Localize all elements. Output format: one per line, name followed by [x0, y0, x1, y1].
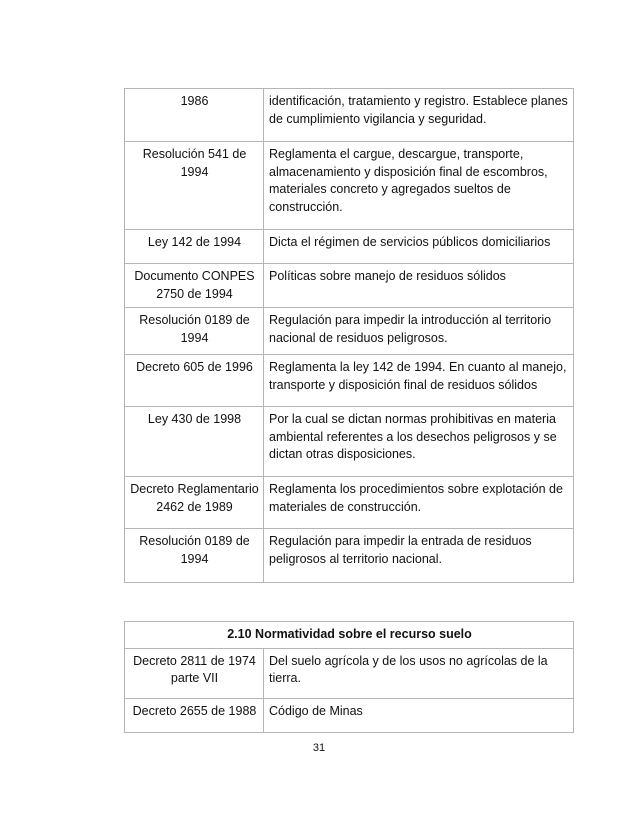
section-title: 2.10 Normatividad sobre el recurso suelo [125, 622, 574, 649]
table-row [125, 142, 574, 230]
descripcion-cell: Dicta el régimen de servicios públicos domiciliarios [264, 230, 574, 264]
norma-cell: Resolución 541 de 1994 [125, 142, 264, 230]
table-row [125, 698, 574, 732]
table-row [125, 355, 574, 407]
table-row [125, 407, 574, 477]
norma-cell: Decreto 2655 de 1988 [125, 698, 264, 732]
norma-cell: Ley 430 de 1998 [125, 407, 264, 477]
table-header-row [125, 622, 574, 649]
norma-cell: Resolución 0189 de 1994 [125, 308, 264, 355]
norma-cell: Decreto 605 de 1996 [125, 355, 264, 407]
table-row [125, 529, 574, 583]
descripcion-cell: identificación, tratamiento y registro. Establece planes de cumplimiento vigilancia y seguridad. [264, 89, 574, 142]
descripcion-cell: Políticas sobre manejo de residuos sólidos [264, 264, 574, 308]
descripcion-cell: Código de Minas [264, 698, 574, 732]
descripcion-cell: Reglamenta la ley 142 de 1994. En cuanto al manejo, transporte y disposición final de residuos sólidos [264, 355, 574, 407]
page-number: 31 [312, 742, 326, 754]
norma-cell: Decreto Reglamentario 2462 de 1989 [125, 477, 264, 529]
suelo-table [124, 621, 574, 733]
descripcion-cell: Del suelo agrícola y de los usos no agrícolas de la tierra. [264, 648, 574, 698]
table-row [125, 648, 574, 698]
norma-cell: 1986 [125, 89, 264, 142]
descripcion-cell: Por la cual se dictan normas prohibitivas en materia ambiental referentes a los desechos peligrosos y se dictan otras disposiciones. [264, 407, 574, 477]
descripcion-cell: Regulación para impedir la entrada de residuos peligrosos al territorio nacional. [264, 529, 574, 583]
table-row [125, 89, 574, 142]
norma-cell: Documento CONPES 2750 de 1994 [125, 264, 264, 308]
descripcion-cell: Reglamenta los procedimientos sobre explotación de materiales de construcción. [264, 477, 574, 529]
normatividad-table [124, 88, 574, 583]
descripcion-cell: Regulación para impedir la introducción al territorio nacional de residuos peligrosos. [264, 308, 574, 355]
table-row [125, 308, 574, 355]
table-row [125, 230, 574, 264]
table-row [125, 264, 574, 308]
table-row [125, 477, 574, 529]
norma-cell: Resolución 0189 de 1994 [125, 529, 264, 583]
norma-cell: Decreto 2811 de 1974 parte VII [125, 648, 264, 698]
norma-cell: Ley 142 de 1994 [125, 230, 264, 264]
descripcion-cell: Reglamenta el cargue, descargue, transporte, almacenamiento y disposición final de escombros, materiales concreto y agregados sueltos de construcción. [264, 142, 574, 230]
